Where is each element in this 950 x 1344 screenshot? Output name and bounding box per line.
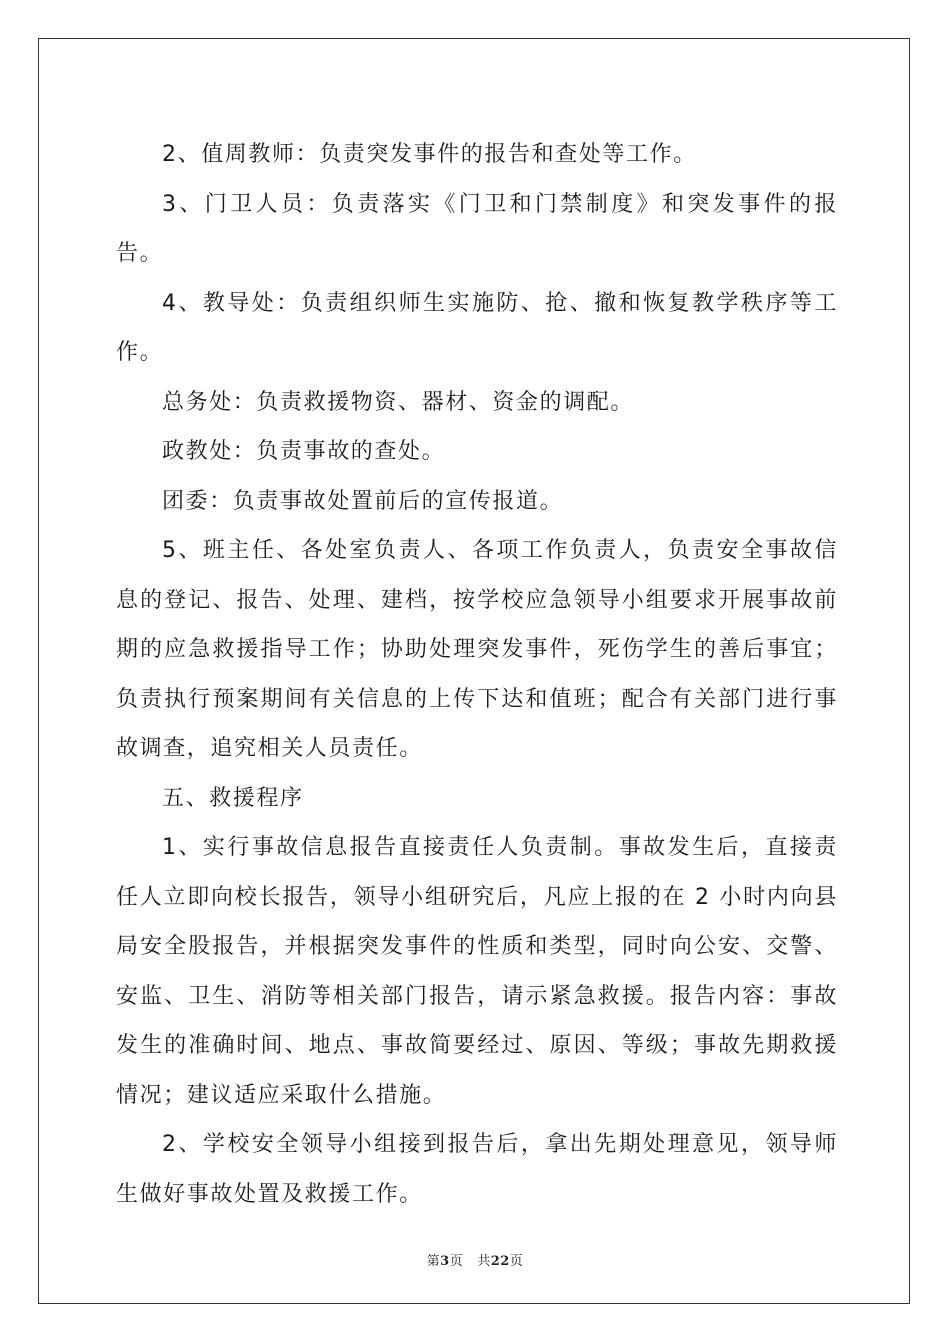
paragraph-political-office: 政教处：负责事故的查处。 <box>162 439 446 464</box>
paragraph-academic-office: 4、教导处：负责组织师生实施防、抢、撤和恢复教学秩序等工作。 <box>116 290 838 365</box>
page-prefix: 第 <box>426 1254 441 1269</box>
total-suffix: 页 <box>509 1254 524 1269</box>
paragraph-general-affairs: 总务处：负责救援物资、器材、资金的调配。 <box>162 389 635 415</box>
section-heading-rescue-procedure: 五、救援程序 <box>162 785 304 811</box>
paragraph-report-procedure: 1、实行事故信息报告直接责任人负责制。事故发生后，直接责任人立即向校长报告，领导小组研究后，凡应上报的在 2 小时内向县局安全股报告，并根据突发事件的性质和类型，同时向公安、交警、安监、卫生、消防等相关部门报告，请示紧急救援。报告内容：事故发生的准确时间、地点、事故简要经过、原因、等级；事故先期救援情况；建议适应采取什么措施。 <box>116 835 838 1108</box>
total-pages: 22 <box>490 1254 510 1269</box>
paragraph-duty-teacher: 2、值周教师：负责突发事件的报告和查处等工作。 <box>162 142 697 167</box>
paragraph-gatekeeper: 3、门卫人员：负责落实《门卫和门禁制度》和突发事件的报告。 <box>116 191 838 266</box>
page-footer <box>0 1250 950 1269</box>
page-number: 3 <box>440 1254 450 1269</box>
page-suffix: 页 <box>449 1254 464 1269</box>
total-prefix: 共 <box>477 1254 491 1269</box>
paragraph-youth-league: 团委：负责事故处置前后的宣传报道。 <box>162 488 564 514</box>
paragraph-class-teachers: 5、班主任、各处室负责人、各项工作负责人，负责安全事故信息的登记、报告、处理、建档，按学校应急领导小组要求开展事故前期的应急救援指导工作；协助处理突发事件，死伤学生的善后事宜；负责执行预案期间有关信息的上传下达和值班；配合有关部门进行事故调查，追究相关人员责任。 <box>116 538 838 761</box>
paragraph-leadership-response: 2、学校安全领导小组接到报告后，拿出先期处理意见，领导师生做好事故处置及救援工作。 <box>116 1132 838 1207</box>
document-body <box>116 130 838 1219</box>
